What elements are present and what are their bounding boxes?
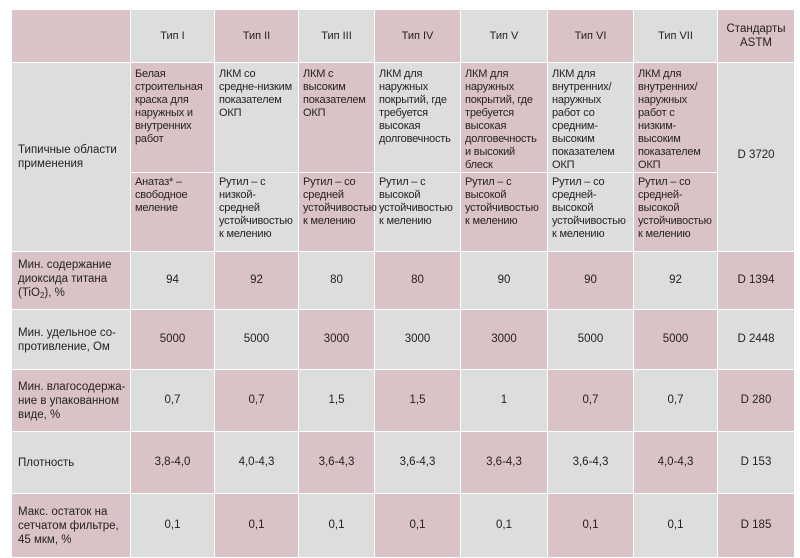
chalking-type-5: Рутил – с высокой устойчивостью к мелению	[461, 173, 548, 252]
table-row	[12, 252, 795, 310]
value-cell: 3,6-4,3	[375, 432, 461, 494]
header-type-1: Тип I	[131, 10, 215, 63]
value-cell: 5000	[131, 310, 215, 370]
purpose-type-7: ЛКМ для внутренних/ наружных работ с низким-высоким показателем ОКП	[634, 63, 718, 173]
header-type-6: Тип VI	[548, 10, 634, 63]
table-row	[12, 432, 795, 494]
value-cell: 5000	[548, 310, 634, 370]
purpose-type-2: ЛКМ со средне-низким показателем ОКП	[215, 63, 299, 173]
application-purpose-row	[12, 63, 795, 173]
purpose-type-6: ЛКМ для внутренних/ наружных работ со средним-высоким показателем ОКП	[548, 63, 634, 173]
value-cell: 3,6-4,3	[461, 432, 548, 494]
value-cell: 0,1	[131, 494, 215, 558]
titanium-dioxide-spec-table	[11, 9, 795, 558]
header-corner	[12, 10, 131, 63]
value-cell: 0,1	[461, 494, 548, 558]
table-row	[12, 310, 795, 370]
purpose-type-1: Белая строительная краска для наружных и внутренних работ	[131, 63, 215, 173]
value-cell: 3,8-4,0	[131, 432, 215, 494]
value-cell: 0,7	[215, 370, 299, 432]
header-type-3: Тип III	[299, 10, 375, 63]
header-type-7: Тип VII	[634, 10, 718, 63]
value-cell: 80	[299, 252, 375, 310]
value-cell: 3000	[299, 310, 375, 370]
standard-cell: D 153	[718, 432, 795, 494]
value-cell: 0,7	[634, 370, 718, 432]
value-cell: 90	[548, 252, 634, 310]
value-cell: 3,6-4,3	[548, 432, 634, 494]
chalking-type-4: Рутил – с высокой устойчивостью к мелению	[375, 173, 461, 252]
chalking-type-3: Рутил – со средней устойчивостью к мелению	[299, 173, 375, 252]
value-cell: 90	[461, 252, 548, 310]
value-cell: 92	[634, 252, 718, 310]
header-row	[12, 10, 795, 63]
application-standard: D 3720	[737, 149, 775, 161]
header-type-5: Тип V	[461, 10, 548, 63]
purpose-type-4: ЛКМ для наружных покрытий, где требуется высокая долговечность	[375, 63, 461, 173]
value-cell: 0,1	[215, 494, 299, 558]
standard-cell: D 280	[718, 370, 795, 432]
row-label-sieve-residue: Макс. остаток на сетчатом фильтре, 45 мкм, %	[12, 494, 131, 558]
value-cell: 0,1	[548, 494, 634, 558]
value-cell: 5000	[634, 310, 718, 370]
table-row	[12, 494, 795, 558]
value-cell: 80	[375, 252, 461, 310]
chalking-type-1: Анатаз* – свободное меление	[131, 173, 215, 252]
spec-table-container	[11, 9, 794, 546]
value-cell: 92	[215, 252, 299, 310]
value-cell: 4,0-4,3	[215, 432, 299, 494]
value-cell: 5000	[215, 310, 299, 370]
value-cell: 94	[131, 252, 215, 310]
chalking-type-7: Рутил – со средней-высокой устойчивостью к мелению	[634, 173, 718, 252]
application-label: Типичные области применения	[12, 63, 131, 252]
value-cell: 1,5	[375, 370, 461, 432]
value-cell: 1	[461, 370, 548, 432]
chalking-type-6: Рутил – со средней-высокой устойчивостью к мелению	[548, 173, 634, 252]
header-type-4: Тип IV	[375, 10, 461, 63]
value-cell: 3000	[461, 310, 548, 370]
value-cell: 0,1	[375, 494, 461, 558]
value-cell: 0,7	[548, 370, 634, 432]
row-label-density: Плотность	[12, 432, 131, 494]
value-cell: 3,6-4,3	[299, 432, 375, 494]
row-label-resistivity: Мин. удельное со-противление, Ом	[12, 310, 131, 370]
value-cell: 0,7	[131, 370, 215, 432]
row-label-tio2: Мин. содержание диоксида титана (TiO$_2$), %	[12, 252, 131, 310]
purpose-type-5: ЛКМ для наружных покрытий, где требуется высокая долговечность и высокий блеск	[461, 63, 548, 173]
value-cell: 4,0-4,3	[634, 432, 718, 494]
chalking-type-2: Рутил – с низкой-средней устойчивостью к мелению	[215, 173, 299, 252]
value-cell: 1,5	[299, 370, 375, 432]
table-row	[12, 370, 795, 432]
standard-cell: D 2448	[718, 310, 795, 370]
standard-cell: D 185	[718, 494, 795, 558]
value-cell: 0,1	[299, 494, 375, 558]
header-standards: Стандарты ASTM	[718, 10, 795, 63]
purpose-type-3: ЛКМ с высоким показателем ОКП	[299, 63, 375, 173]
value-cell: 3000	[375, 310, 461, 370]
row-label-moisture: Мин. влагосодержа-ние в упакованном виде, %	[12, 370, 131, 432]
header-type-2: Тип II	[215, 10, 299, 63]
standard-cell: D 1394	[718, 252, 795, 310]
value-cell: 0,1	[634, 494, 718, 558]
application-standard-cell	[718, 63, 795, 252]
